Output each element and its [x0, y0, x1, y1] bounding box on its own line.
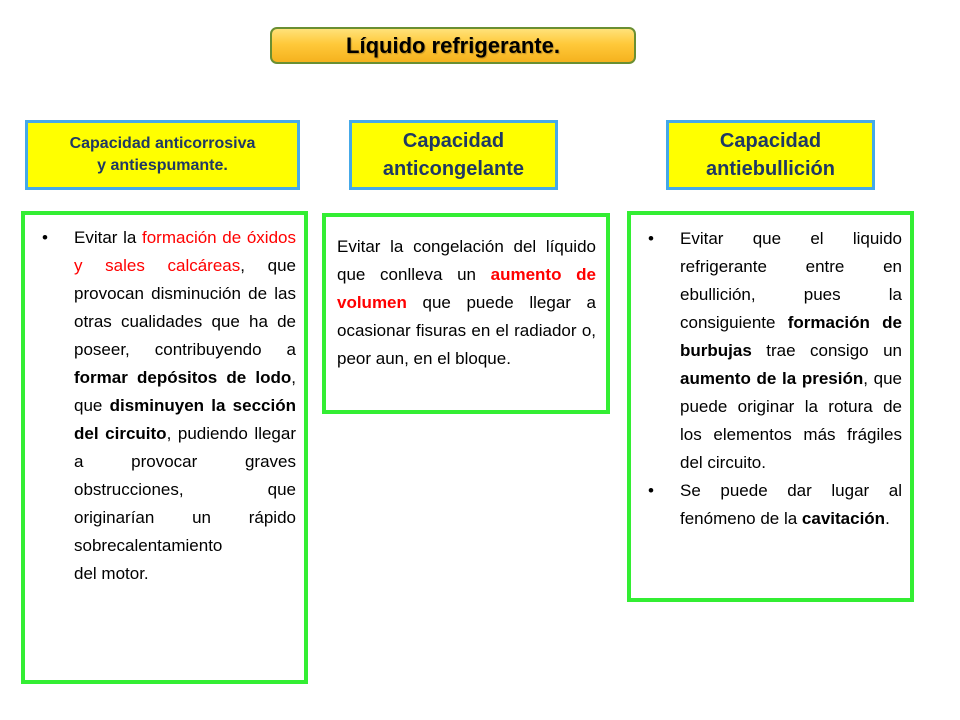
list-item — [641, 477, 902, 533]
header-line: antiebullición — [706, 158, 835, 180]
body-text: Evitar la congelación del líquido que conlleva un — [337, 237, 596, 284]
bold-text: cavitación — [801, 509, 886, 528]
highlight-text: aumento de volumen — [337, 265, 596, 312]
body-text: . — [885, 509, 890, 528]
header-line: Capacidad — [719, 130, 822, 152]
body-text: del motor. — [74, 564, 149, 583]
list-item — [35, 224, 296, 588]
paragraph — [337, 233, 596, 373]
body-text: , que provocan disminución de las otras cualidades que ha de poseer, contribuyendo a — [74, 256, 297, 359]
header-line: y antiespumante. — [97, 157, 228, 174]
body-text: que puede llegar a ocasionar fisuras en el radiador o, peor aun, en el bloque. — [337, 293, 596, 368]
header-anticongelante — [349, 120, 558, 190]
bold-text: formar depósitos de lodo — [74, 368, 292, 387]
header-line: Capacidad — [402, 130, 505, 152]
body-text: , que puede originar la rotura de los elementos más frágiles del circuito. — [680, 369, 902, 472]
body-text: , que — [74, 368, 296, 415]
body-text: , pudiendo llegar a provocar graves obstrucciones, que originarían un rápido sobrecalentamiento — [74, 424, 296, 555]
panel-anticorrosiva — [21, 211, 308, 684]
bold-text: disminuyen la sección del circuito — [74, 396, 296, 443]
panel-anticongelante — [322, 213, 610, 414]
body-text: Se puede dar lugar al fenómeno de la — [680, 481, 902, 528]
header-line: Capacidad anticorrosiva — [69, 134, 256, 152]
bold-text: formación de burbujas — [680, 313, 902, 360]
bold-text: aumento de la presión — [680, 369, 864, 388]
title-banner — [270, 27, 636, 64]
header-anticorrosiva — [25, 120, 300, 190]
panel-antiebullicion — [627, 211, 914, 602]
header-antiebullicion — [666, 120, 875, 190]
title-text: Líquido refrigerante. — [346, 32, 560, 58]
body-text: Evitar la — [74, 228, 142, 247]
body-text: trae consigo un — [751, 341, 902, 360]
list-item — [641, 225, 902, 477]
highlight-text: formación de óxidos y sales calcáreas — [74, 228, 296, 275]
body-text: Evitar que el liquido refrigerante entre en ebullición, pues la consiguiente — [680, 229, 902, 332]
header-line: anticongelante — [382, 158, 525, 180]
